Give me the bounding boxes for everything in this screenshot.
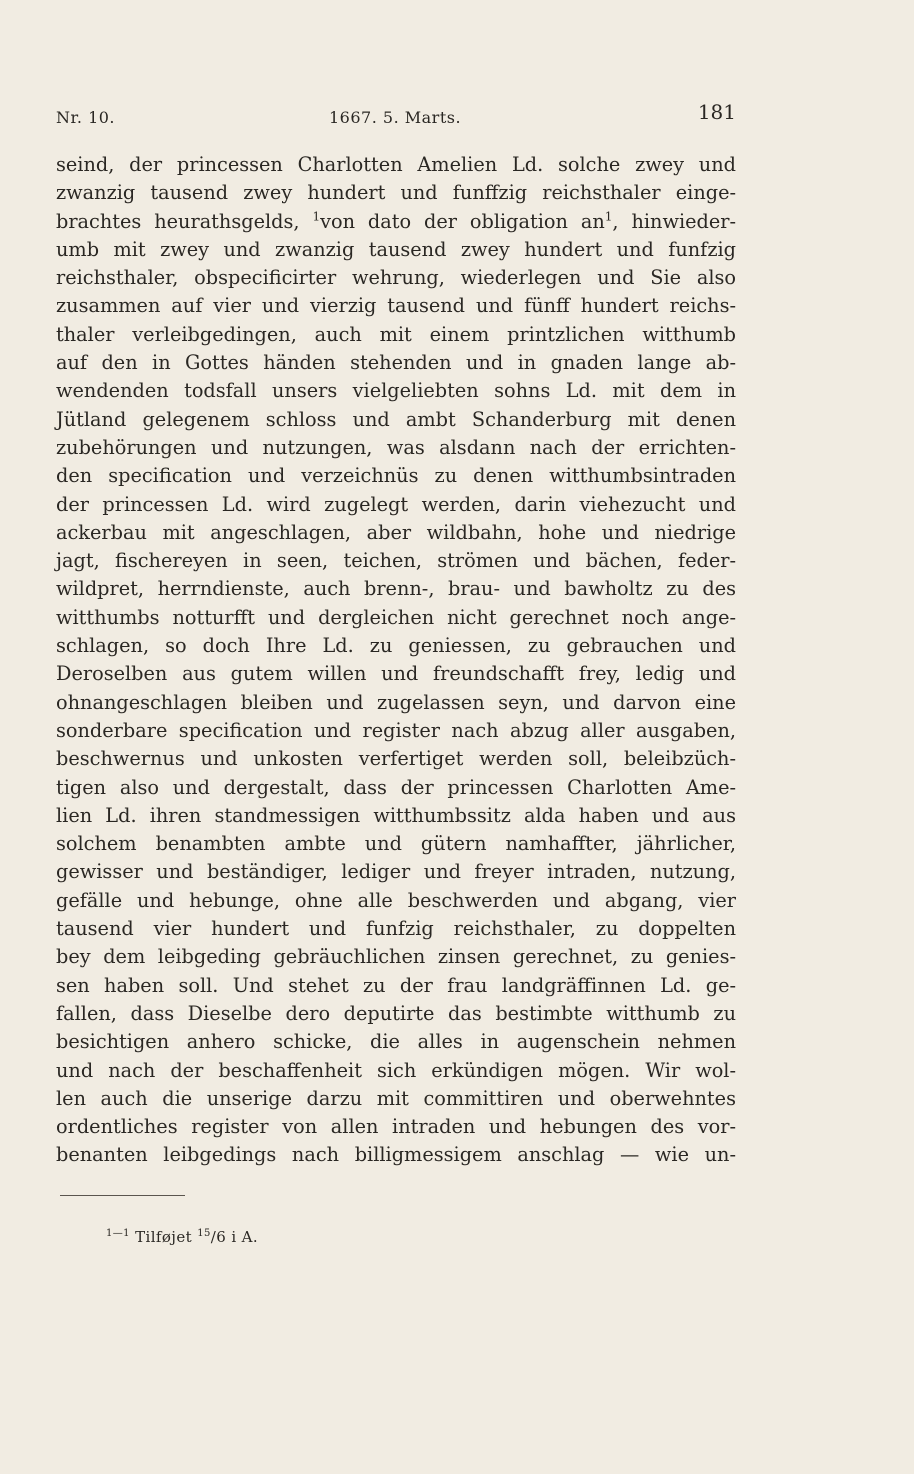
text-line [56, 321, 736, 349]
text-line [56, 406, 736, 434]
text-line [56, 1085, 736, 1113]
line-text: witthumbs notturfft und dergleichen nicht gerechnet noch ange- [56, 605, 736, 629]
text-line [56, 830, 736, 858]
text-line [56, 547, 736, 575]
text-line [56, 1000, 736, 1028]
text-line [56, 208, 736, 236]
line-text: wildpret, herrndienste, auch brenn-, brau- und bawholtz zu des [56, 577, 736, 601]
line-text: solchem benambten ambte und gütern namhaffter, jährlicher, [56, 832, 736, 856]
line-text: gewisser und beständiger, lediger und freyer intraden, nutzung, [56, 860, 736, 884]
footnote-text: Tilføjet [129, 1228, 198, 1246]
text-line [56, 434, 736, 462]
text-line [56, 236, 736, 264]
text-line [56, 774, 736, 802]
text-line [56, 264, 736, 292]
line-text: bey dem leibgeding gebräuchlichen zinsen gerechnet, zu genies- [56, 945, 736, 969]
line-text: zusammen auf vier und vierzig tausend und fünff hundert reichs- [56, 294, 736, 318]
text-line [56, 802, 736, 830]
text-line [56, 689, 736, 717]
line-text: benanten leibgedings nach billigmessigem anschlag — wie un- [56, 1143, 736, 1167]
text-line [56, 1057, 736, 1085]
text-line [56, 575, 736, 603]
text-line [56, 1141, 736, 1169]
line-text: sen haben soll. Und stehet zu der frau landgräffinnen Ld. ge- [56, 973, 736, 997]
text-line [56, 491, 736, 519]
line-text: Jütland gelegenem schloss und ambt Schanderburg mit denen [56, 407, 736, 431]
document-date: 1667. 5. Marts. [329, 108, 462, 127]
line-text: lien Ld. ihren standmessigen witthumbssitz alda haben und aus [56, 803, 736, 827]
line-text: und nach der beschaffenheit sich erkündigen mögen. Wir wol- [56, 1058, 736, 1082]
text-line [56, 519, 736, 547]
line-text: Deroselben aus gutem willen und freundschafft frey, ledig und [56, 662, 736, 686]
text-line [56, 604, 736, 632]
footnote-fraction-numerator: 15 [197, 1228, 211, 1239]
text-line [56, 151, 736, 179]
text-line [56, 717, 736, 745]
line-text: tausend vier hundert und funfzig reichsthaler, zu doppelten [56, 917, 736, 941]
page-number: 181 [697, 100, 736, 124]
text-line [56, 858, 736, 886]
line-text: wendenden todsfall unsers vielgeliebten sohns Ld. mit dem in [56, 379, 736, 403]
text-line [56, 887, 736, 915]
line-text: den specification und verzeichnüs zu denen witthumbsintraden [56, 464, 736, 488]
line-text: thaler verleibgedingen, auch mit einem printzlichen witthumb [56, 322, 736, 346]
body-text [56, 151, 736, 1170]
footnote-separator [60, 1195, 185, 1196]
line-text: fallen, dass Dieselbe dero deputirte das bestimbte witthumb zu [56, 1001, 736, 1025]
line-text: ordentliches register von allen intraden und hebungen des vor- [56, 1115, 736, 1139]
text-line [56, 943, 736, 971]
line-text: zwanzig tausend zwey hundert und funffzig reichsthaler einge- [56, 181, 736, 205]
line-text: von dato der obligation an [320, 209, 605, 233]
footnote [106, 1228, 258, 1246]
text-line [56, 292, 736, 320]
text-line [56, 462, 736, 490]
text-line [56, 632, 736, 660]
line-text: jagt, fischereyen in seen, teichen, strömen und bächen, feder- [56, 549, 736, 573]
line-text: beschwernus und unkosten verfertiget werden soll, beleibzüch- [56, 747, 736, 771]
line-text: ackerbau mit angeschlagen, aber wildbahn, hohe und niedrige [56, 520, 736, 544]
line-text: besichtigen anhero schicke, die alles in augenschein nehmen [56, 1030, 736, 1054]
text-line [56, 349, 736, 377]
footnote-mark: 1—1 [106, 1228, 130, 1239]
text-line [56, 660, 736, 688]
line-text: seind, der princessen Charlotten Amelien Ld. solche zwey und [56, 153, 736, 176]
footnote-fraction-rest: /6 i A. [210, 1228, 259, 1246]
line-text: auf den in Gottes händen stehenden und in gnaden lange ab- [56, 351, 736, 375]
footnote-reference: 1 [604, 209, 613, 224]
text-line [56, 1028, 736, 1056]
line-text: umb mit zwey und zwanzig tausend zwey hundert und funfzig [56, 237, 736, 261]
line-text: gefälle und hebunge, ohne alle beschwerden und abgang, vier [56, 888, 736, 912]
line-text: sonderbare specification und register nach abzug aller ausgaben, [56, 718, 736, 742]
line-text: der princessen Ld. wird zugelegt werden, darin viehezucht und [56, 492, 736, 516]
line-text: , hinwieder- [612, 209, 737, 233]
line-text: ohnangeschlagen bleiben und zugelassen seyn, und darvon eine [56, 690, 736, 714]
text-line [56, 745, 736, 773]
line-text: zubehörungen und nutzungen, was alsdann nach der errichten- [56, 435, 736, 459]
line-text: brachtes heurathsgelds, [56, 209, 313, 233]
text-line [56, 377, 736, 405]
text-line [56, 1113, 736, 1141]
text-line [56, 915, 736, 943]
line-text: len auch die unserige darzu mit committiren und oberwehntes [56, 1086, 736, 1110]
line-text: tigen also und dergestalt, dass der princessen Charlotten Ame- [56, 775, 736, 799]
document-number: Nr. 10. [56, 108, 116, 127]
line-text: schlagen, so doch Ihre Ld. zu geniessen, zu gebrauchen und [56, 634, 736, 658]
running-head [56, 100, 736, 132]
line-text: reichsthaler, obspecificirter wehrung, wiederlegen und Sie also [56, 266, 736, 290]
footnote-reference: 1 [312, 209, 321, 224]
text-line [56, 972, 736, 1000]
text-line [56, 179, 736, 207]
